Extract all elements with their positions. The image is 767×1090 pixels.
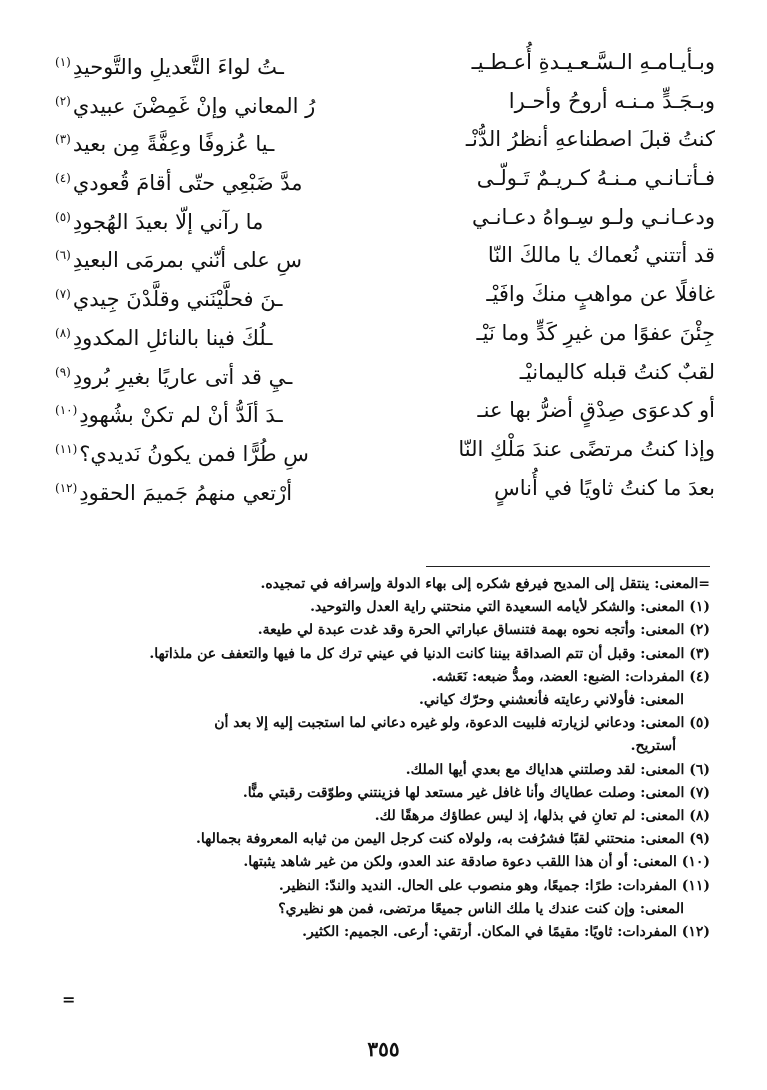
verse-first-hemistich: ودعـانـي ولـو سِـواهُ دعـانـي bbox=[471, 204, 715, 229]
verse-second-hemistich-text: سِ طُرًّا فمن يكونُ نَديدي؟ bbox=[79, 441, 309, 466]
verse-second-hemistich-text: ـيا عُزوفًا وعِفَّةً مِن بعيد bbox=[72, 132, 275, 157]
footnote-line bbox=[62, 828, 710, 851]
continuation-mark: = bbox=[62, 990, 76, 1009]
verse-first-hemistich: أو كدعوَى صِدْقٍ أضرُّ بها عنـ bbox=[477, 398, 715, 423]
footnote-line bbox=[62, 735, 710, 758]
footnote-label: (٢) المعنى: bbox=[640, 622, 710, 639]
footnote-marker: (٢) bbox=[55, 93, 71, 108]
footnote-label: (٧) المعنى: bbox=[640, 784, 710, 801]
footnote-label: (٤) المفردات: bbox=[624, 668, 710, 685]
footnote-text: لم تعانِ في بذلها، إذ ليس عطاؤك مرهقًا لك. bbox=[374, 808, 636, 825]
footnote-line bbox=[62, 596, 710, 619]
footnote-line bbox=[62, 619, 710, 642]
footnote-label: (١٠) المعنى: bbox=[632, 854, 710, 871]
verse-line bbox=[55, 237, 715, 276]
page-number: ٣٥٥ bbox=[367, 1037, 400, 1061]
verse-line bbox=[55, 431, 715, 470]
verse-second-hemistich bbox=[55, 199, 263, 240]
verse-second-hemistich bbox=[55, 315, 272, 356]
verse-first-hemistich: قد أتتني نُعماك يا مالكَ النّا bbox=[487, 243, 715, 268]
verse-first-hemistich: وبـأيـامـهِ الـسَّـعـيـدةِ أُعـطـيـ bbox=[471, 50, 715, 74]
verse-second-hemistich-text: ـيِ قد أتى عاريًا بغيرِ بُرودِ bbox=[72, 364, 293, 389]
verse-second-hemistich bbox=[55, 431, 309, 472]
footnote-line bbox=[62, 666, 710, 689]
verse-second-hemistich bbox=[55, 44, 284, 85]
verse-line bbox=[55, 121, 715, 160]
verse-line bbox=[55, 470, 715, 509]
footnote-line bbox=[62, 689, 710, 712]
verse-first-hemistich: فـأتـانـي مـنـهُ كـريـمٌ تَـولّـى bbox=[476, 166, 715, 191]
footnote-label: (٩) المعنى: bbox=[640, 831, 710, 848]
footnote-marker: (١) bbox=[55, 55, 71, 69]
footnote-marker: (٦) bbox=[55, 248, 71, 263]
verse-line bbox=[55, 276, 715, 315]
footnote-text: والشكر لأيامه السعيدة التي منحتني راية العدل والتوحيد. bbox=[310, 599, 636, 616]
verse-line bbox=[55, 354, 715, 393]
verse-second-hemistich-text: ما رآني إلّا بعيدَ الهُجودِ bbox=[72, 209, 264, 234]
footnote-label: (٥) المعنى: bbox=[640, 715, 710, 732]
footnote-label: =المعنى: bbox=[654, 576, 710, 592]
footnote-line bbox=[62, 851, 710, 874]
verse-second-hemistich-text: أرْتعي منهمُ جَميمَ الحقودِ bbox=[79, 480, 293, 505]
footnote-text: طرًا: جميعًا، وهو منصوب على الحال. النديد والندّ: النظير. bbox=[278, 877, 613, 894]
footnote-text: وإن كنت عندك يا ملك الناس جميعًا مرتضى، فمن هو نظيري؟ bbox=[278, 900, 636, 917]
footnote-text: ودعاني لزيارته فلبيت الدعوة، ولو غيره دعاني لما استجبت إليه إلا بعد أن bbox=[214, 715, 636, 732]
verse-second-hemistich bbox=[55, 392, 283, 433]
verse-line bbox=[55, 392, 715, 431]
footnote-text: وقبل أن تتم الصداقة بيننا كانت الدنيا في عيني ترك كل ما فيها والتعفف عن ملذاتها. bbox=[149, 645, 636, 662]
footnote-line bbox=[62, 573, 710, 596]
footnote-text: الضبع: العضد، ومدُّ ضبعه: نَعَشه. bbox=[431, 668, 620, 685]
footnote-line bbox=[62, 805, 710, 828]
verse-first-hemistich: لقبٌ كنتُ قبله كاليمانيْـ bbox=[519, 359, 715, 384]
footnote-marker: (٣) bbox=[55, 132, 71, 147]
footnotes bbox=[62, 573, 710, 944]
verse-first-hemistich: كنتُ قبلَ اصطناعهِ أنظرُ الدُّنْـ bbox=[465, 127, 715, 152]
footnote-label: (٨) المعنى: bbox=[640, 808, 710, 825]
footnote-separator bbox=[426, 566, 710, 567]
verse-line bbox=[55, 315, 715, 354]
verse-second-hemistich bbox=[55, 83, 315, 124]
footnote-text: لقد وصلتني هداياك مع بعدي أيها الملك. bbox=[405, 761, 636, 778]
footnote-label: المعنى: bbox=[639, 692, 684, 709]
footnote-text: وصلت عطاياك وأنا غافل غير مستعد لها فزينتني وطوّقت رقبتي منًّا. bbox=[242, 784, 636, 801]
footnote-text: ثاويًا: مقيمًا في المكان. أرتقي: أرعى. الجميم: الكثير. bbox=[302, 924, 613, 941]
verse-second-hemistich-text: ـلُكَ فينا بالنائلِ المكدودِ bbox=[72, 325, 273, 350]
verse-first-hemistich: جِئْنَ عفوًا من غيرِ كَدٍّ وما نَيْـ bbox=[476, 320, 715, 345]
footnote-text: أستريح. bbox=[630, 738, 676, 755]
verse-line bbox=[55, 83, 715, 122]
verse-second-hemistich bbox=[55, 276, 282, 317]
verse-second-hemistich bbox=[55, 121, 274, 162]
verse-line bbox=[55, 160, 715, 199]
verse-first-hemistich: وإذا كنتُ مرتضًى عندَ مَلْكِ النّا bbox=[458, 436, 715, 461]
verse-first-hemistich: غافلًا عن مواهبٍ منكَ وافَيْـ bbox=[486, 282, 715, 307]
footnote-label: (٦) المعنى: bbox=[640, 761, 710, 778]
footnote-text: وأتجه نحوه بهمة فتنساق عباراتي الحرة وقد غدت عبدة لي طيعة. bbox=[257, 622, 636, 639]
footnote-label: (١١) المفردات: bbox=[617, 877, 710, 894]
footnote-marker: (٤) bbox=[55, 171, 71, 186]
verse-second-hemistich-text: ـنَ فحلَّيْنَني وقلَّدْنَ جِيدي bbox=[72, 287, 283, 312]
verse-second-hemistich-text: مدَّ ضَبْعِي حتّى أقامَ قُعودي bbox=[72, 171, 303, 196]
verse-second-hemistich bbox=[55, 237, 302, 278]
footnote-label: المعنى: bbox=[639, 900, 684, 917]
footnote-line bbox=[62, 782, 710, 805]
verse-second-hemistich-text: ـتُ لواءَ التَّعديلِ والتَّوحيدِ bbox=[72, 55, 284, 79]
footnote-text: منحتني لقبًا فشرُفت به، ولولاه كنت كرجل اليمن من ثيابه المعروفة بجمالها. bbox=[196, 831, 636, 848]
verse-second-hemistich bbox=[55, 354, 292, 395]
footnote-label: (١) المعنى: bbox=[640, 599, 710, 616]
verse-second-hemistich bbox=[55, 470, 292, 511]
verse-second-hemistich bbox=[55, 160, 303, 201]
poem-block bbox=[55, 44, 715, 508]
verse-line bbox=[55, 199, 715, 238]
footnote-line bbox=[62, 759, 710, 782]
verse-second-hemistich-text: ـدَ ألَدُّ أنْ لم تكنْ بشُهودِ bbox=[79, 403, 283, 428]
footnote-label: (١٢) المفردات: bbox=[617, 924, 710, 941]
footnote-text: ينتقل إلى المديح فيرفع شكره إلى بهاء الدولة وإسرافه في تمجيده. bbox=[260, 576, 650, 592]
footnote-marker: (٥) bbox=[55, 209, 71, 224]
footnote-marker: (٧) bbox=[55, 287, 71, 302]
verse-first-hemistich: بعدَ ما كنتُ ثاويًا في أُناسٍ bbox=[494, 475, 715, 500]
footnote-line bbox=[62, 898, 710, 921]
footnote-line bbox=[62, 921, 710, 944]
verse-line bbox=[55, 44, 715, 83]
footnote-marker: (١٢) bbox=[55, 480, 78, 495]
verse-second-hemistich-text: سِ على أنّني بمرمَى البعيدِ bbox=[72, 248, 303, 273]
verse-first-hemistich: وبـجَـدٍّ مـنـه أروحُ وأحـرا bbox=[508, 88, 715, 113]
footnote-text: أو أن هذا اللقب دعوة صادقة عند العدو، ولكن من غير شاهد يثبتها. bbox=[243, 854, 628, 871]
footnote-marker: (١٠) bbox=[55, 403, 78, 418]
footnote-text: فأولاني رعايته فأنعشني وحرّك كياني. bbox=[419, 692, 636, 709]
footnote-line bbox=[62, 712, 710, 735]
verse-second-hemistich-text: رُ المعاني وإنْ غَمِضْنَ عبيدي bbox=[72, 93, 316, 118]
footnote-label: (٣) المعنى: bbox=[640, 645, 710, 662]
footnote-line bbox=[62, 643, 710, 666]
footnote-line bbox=[62, 875, 710, 898]
footnote-marker: (١١) bbox=[55, 441, 78, 456]
footnote-marker: (٨) bbox=[55, 325, 71, 340]
footnote-marker: (٩) bbox=[55, 364, 71, 379]
